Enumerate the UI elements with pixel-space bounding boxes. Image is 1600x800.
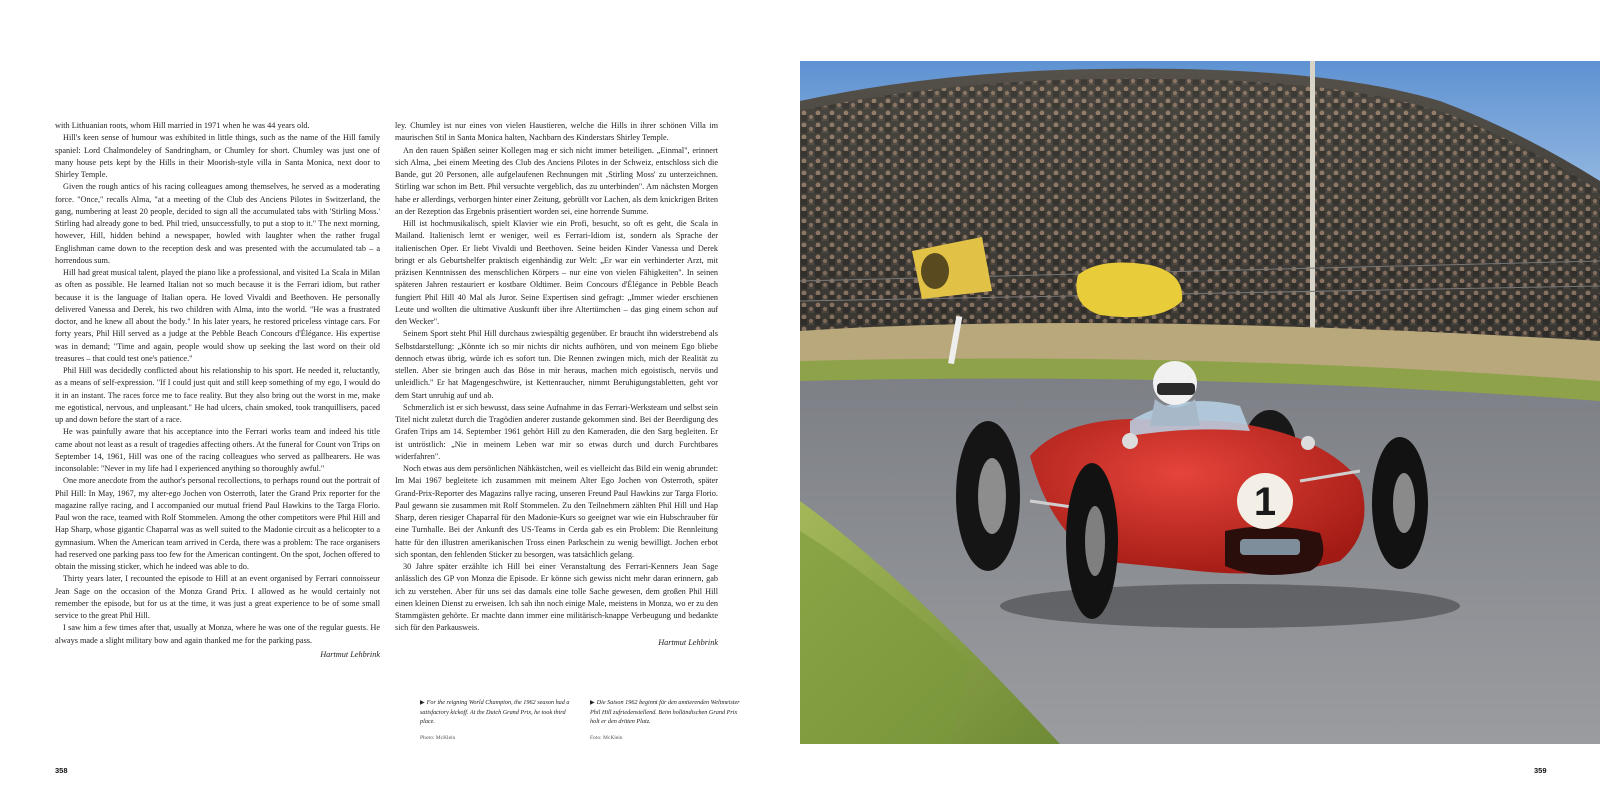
race-photo bbox=[800, 61, 1600, 744]
english-text-column bbox=[55, 120, 380, 661]
paragraph: with Lithuanian roots, whom Hill married in 1971 when he was 44 years old. bbox=[55, 121, 310, 130]
photo-credit: Foto: McKlein bbox=[590, 735, 623, 741]
page-number-left: 358 bbox=[55, 766, 68, 775]
right-page bbox=[800, 0, 1600, 800]
paragraph: Schmerzlich ist er sich bewusst, dass seine Aufnahme in das Ferrari-Werksteam und selbst sein Titel nicht zuletzt durch die Tragödien anderer zustande gekommen sind. Bei der Beerdigung des Grafen Trips am 14. September 1961 gehört Hill zu den Kameraden, die den Sarg begleiten. Er ist untröstlich: „Nie in meinem Leben war mir so etwas durch und durch Furchtbares widerfahren". bbox=[395, 402, 718, 461]
paragraph: Given the rough antics of his racing colleagues among themselves, he served as a moderating force. "Once," recalls Alma, "at a meeting of the Club des Anciens Pilotes in Switzerland, the gang, numbering at least 20 people, decided to sign all the accumulated tabs with 'Stirling Moss.' Stirling had already gone to bed. Phil tried, unsuccessfully, to put a stop to it." The next morning, however, Hill, hidden behind a newspaper, howled with laughter when the rather frugal Englishman came down to the reception desk and was presented with the accumulated tab – a horrendous sum. bbox=[55, 182, 380, 265]
arrow-right-icon: ▶ bbox=[590, 700, 595, 706]
paragraph: Noch etwas aus dem persönlichen Nähkästchen, weil es vielleicht das Bild ein wenig abrundet: Im Mai 1967 begleitete ich zusammen mit meinem Alter Ego Jochen von Osterroth, später Grand-Prix-Reporter des Magazins rallye racing, unseren Freund Paul Hawkins zur Targa Florio. Paul gewann sie zusammen mit Rolf Stommelen. Zu den Teilnehmern zählten Phil Hill und Hap Sharp, deren riesiger Chaparral für den Madonie-Kurs so geeignet war wie ein Hubschrauber für eine Turnhalle. Bei der Ankunft des US-Teams in Cerda gab es ein Problem: Die Rennleitung hatte für den illustren amerikanischen Tross einen Parkschein zu wenig bewilligt. Jochen erbot sich spontan, den fehlenden Sticker zu besorgen, was tatsächlich gelang. bbox=[395, 464, 718, 559]
paragraph: Hill had great musical talent, played the piano like a professional, and visited La Scala in Milan as often as possible. He learned Italian not so much because it is the Ferrari idiom, but rather because it is the language of Italian opera. He loved Vivaldi and Beethoven. He personally delivered Vanessa and Derek, his two children with Alma, into the world. "He was a frustrated doctor, and he knew all about the body." In his later years, he restored priceless vintage cars. For forty years, Phil Hill served as a judge at the Pebble Beach Concours d'Élégance. His expertise was in demand; "Time and again, people would show up seeking the last word on their old treasures – that could test one's patience." bbox=[55, 268, 380, 363]
author-signature: Hartmut Lehbrink bbox=[658, 637, 718, 647]
author-signature: Hartmut Lehbrink bbox=[320, 649, 380, 659]
paragraph: One more anecdote from the author's personal recollections, to perhaps round out the portrait of Phil Hill: In May, 1967, my alter-ego Jochen von Osterroth, later the Grand Prix reporter for the magazine rallye racing, and I accompanied our mutual friend Paul Hawkins to the Targa Florio. Paul won the race, teamed with Rolf Stommelen. Among the other competitors were Phil Hill and Hap Sharp, whose gigantic Chaparral was as well suited to the Madonie circuit as a helicopter to a gymnasium. When the American team arrived in Cerda, there was a problem: The race organisers had reserved one parking pass too few for the American contingent. On the spot, Jochen offered to obtain the missing sticker, which he indeed was able to do. bbox=[55, 476, 380, 571]
photo-caption-german bbox=[590, 698, 745, 743]
paragraph: Phil Hill was decidedly conflicted about his relationship to his sport. He needed it, reluctantly, as a means of self-expression. "If I could just quit and still keep something of my ego, I would do it in an instant. The races force me to face reality. But they also bring out the worst in me, make me egotistical, nervous, and unpleasant." He had ulcers, chain smoked, took tranquillisers, paced up and down before the start of a race. bbox=[55, 366, 380, 424]
paragraph: ley. Chumley ist nur eines von vielen Haustieren, welche die Hills in ihrer schönen Villa im maurischen Stil in Santa Monica halten, Nachbarn des Kinderstars Shirley Temple. bbox=[395, 121, 718, 143]
caption-text: For the reigning World Champion, the 1962 season had a satisfactory kickoff. At the Dutch Grand Prix, he took third place. bbox=[420, 699, 570, 725]
paragraph: He was painfully aware that his acceptance into the Ferrari works team and indeed his title came about not least as a result of tragedies affecting others. At the funeral for Count von Trips on September 14, 1961, Hill was one of the racing colleagues who served as pallbearers. He was inconsolable: "Never in my life had I experienced anything so thoroughly awful." bbox=[55, 427, 380, 473]
paragraph: I saw him a few times after that, usually at Monza, where he was one of the regular guests. He always made a slight military bow and again thanked me for the parking pass. bbox=[55, 623, 380, 645]
paragraph: Hill ist hochmusikalisch, spielt Klavier wie ein Profi, besucht, so oft es geht, die Scala in Mailand. Italienisch lernt er weniger, weil es Ferrari-Idiom ist, sondern als Sprache der italienischen Oper. Er liebt Vivaldi und Beethoven. Seine beiden Kinder Vanessa und Derek bringt er als Geburtshelfer praktisch eigenhändig zur Welt: „Er war ein verhinderter Arzt, mit präzisen Kenntnissen des menschlichen Körpers – nur eine von vielen Fähigkeiten". In seinen späteren Jahren restauriert er kostbare Oldtimer. Beim Concours d'Élégance in Pebble Beach fungiert Phil Hill 40 Mal als Juror. Seine Expertisen sind gefragt: „Immer wieder erschienen Leute und wollten die ultimative Auskunft über ihre Altertümchen – das ging einem schon auf den Wecker". bbox=[395, 219, 718, 326]
race-car-illustration bbox=[800, 61, 1600, 744]
paragraph: 30 Jahre später erzählte ich Hill bei einer Veranstaltung des Ferrari-Kenners Jean Sage anlässlich des GP von Monza die Episode. Er könne sich gewiss nicht mehr daran erinnern, gab ich zu verstehen. Aber für uns sei das damals eine tolle Sache gewesen, dem großen Phil Hill einen kleinen Dienst zu erweisen. Ich sah ihn noch einige Male, meistens in Monza, wo er zu den Stammgästen gehörte. Er machte dann immer eine militärisch-knappe Verbeugung und bedankte sich für den Parkausweis. bbox=[395, 562, 718, 633]
arrow-right-icon: ▶ bbox=[420, 700, 425, 706]
car-number: 1 bbox=[1253, 480, 1277, 524]
paragraph: Thirty years later, I recounted the episode to Hill at an event organised by Ferrari connoisseur Jean Sage on the occasion of the Monza Grand Prix. I allowed as he would certainly not remember the episode, but for us at the time, it was just a great experience to be of some small service to the great Phil Hill. bbox=[55, 574, 380, 620]
paragraph: Seinem Sport steht Phil Hill durchaus zwiespältig gegenüber. Er braucht ihn widerstrebend als Selbstdarstellung: „Könnte ich so mir nichts dir nichts aufhören, und von meinem Ego bliebe dennoch etwas übrig, würde ich es sofort tun. Die Rennen zwingen mich, mich der Realität zu stellen. Aber sie bringen auch das Böse in mir heraus, machen mich egoistisch, nervös und unleidlich." Er hat Magengeschwüre, ist Kettenraucher, nimmt Beruhigungstabletten, geht vor dem Start unruhig auf und ab. bbox=[395, 329, 718, 400]
german-text-column bbox=[395, 120, 718, 649]
photo-caption-english bbox=[420, 698, 575, 743]
paragraph: An den rauen Späßen seiner Kollegen mag er sich nicht immer beteiligen. „Einmal", erinnert sich Alma, „bei einem Meeting des Club des Anciens Pilotes in der Schweiz, entschloss sich die Bande, gut 20 Personen, alle aufgelaufenen Rechnungen mit ‚Stirling Moss' zu unterzeichnen. Stirling war schon im Bett. Phil versuchte vergeblich, das zu unterbinden". Am nächsten Morgen habe er allerdings, verborgen hinter einer Zeitung, gebrüllt vor Lachen, als dem knickrigen Briten an der Rezeption das Ergebnis präsentiert worden sei, eine horrende Summe. bbox=[395, 145, 718, 216]
paragraph: Hill's keen sense of humour was exhibited in little things, such as the name of the Hill family spaniel: Lord Chalmondeley of Sandringham, or Chumley for short. Chumley was just one of many house pets kept by the Hills in their Moorish-style villa in Santa Monica, next door to Shirley Temple. bbox=[55, 133, 380, 179]
page-number-right: 359 bbox=[1534, 766, 1547, 775]
photo-credit: Photo: McKlein bbox=[420, 735, 456, 741]
caption-text: Die Saison 1962 beginnt für den amtierenden Weltmeister Phil Hill zufriedenstellend. Beim holländischen Grand Prix holt er den dritten Platz. bbox=[590, 699, 740, 725]
